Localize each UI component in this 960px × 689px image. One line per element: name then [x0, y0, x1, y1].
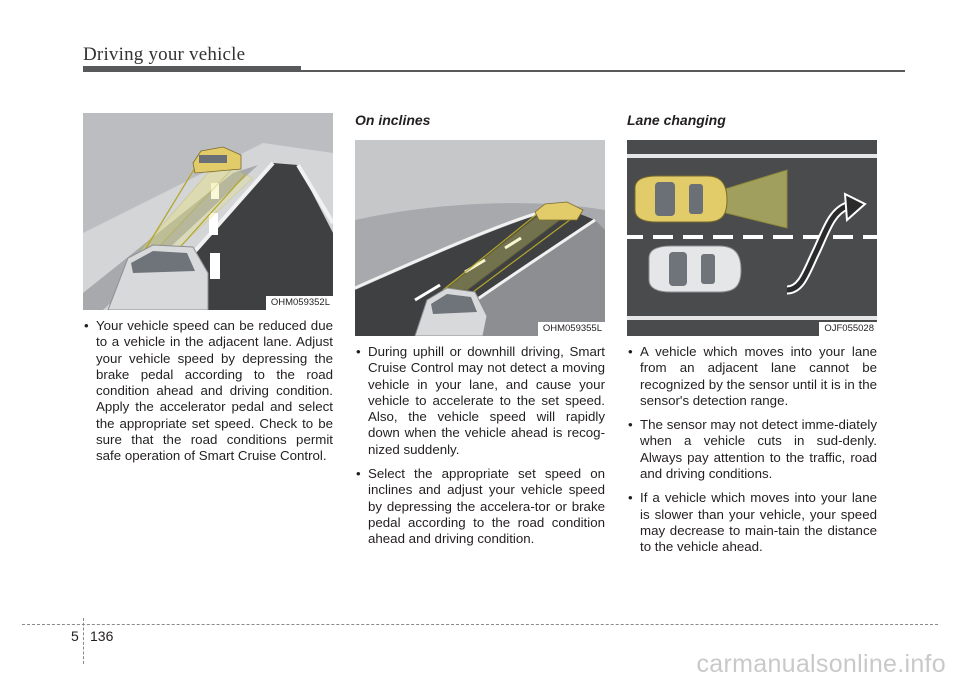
list-item: • Select the appropriate set speed on inclines and adjust your vehicle speed by depressing the accelera-tor or brake pedal according to the road condition ahead and driving condition. — [355, 466, 605, 547]
header-rule — [83, 70, 905, 72]
list-item: • A vehicle which moves into your lane from an adjacent lane cannot be recognized by the sensor until it is in the sensor's detection range. — [627, 344, 877, 409]
lane-change-illustration — [627, 140, 877, 336]
list-item: • During uphill or downhill driving, Smart Cruise Control may not detect a moving vehicle in your lane, and cause your vehicle to accelerate to the set speed. Also, the vehicle speed will rapidly down when the vehicle ahead is recog-nized suddenly. — [355, 344, 605, 458]
figure-code: OJF055028 — [819, 322, 877, 336]
adjacent-lane-notes — [83, 318, 333, 473]
lane-changing-notes — [627, 344, 877, 564]
section-title-inclines: On inclines — [355, 112, 431, 128]
list-item: • If a vehicle which moves into your lane is slower than your vehicle, your speed may decrease to main-tain the distance to the vehicle ahead. — [627, 490, 877, 555]
figure-lane-changing — [627, 140, 877, 336]
watermark: carmanualsonline.info — [696, 650, 946, 678]
adjacent-lane-illustration — [83, 113, 333, 310]
chapter-number: 5 — [71, 628, 79, 644]
section-title-lane-changing: Lane changing — [627, 112, 726, 128]
footer-rule — [22, 624, 938, 625]
figure-adjacent-lane — [83, 113, 333, 310]
page-number: 136 — [90, 628, 114, 644]
figure-inclines — [355, 140, 605, 336]
figure-code: OHM059355L — [538, 322, 605, 336]
incline-illustration — [355, 140, 605, 336]
list-item: • Your vehicle speed can be reduced due to a vehicle in the adjacent lane. Adjust your vehicle speed by depressing the brake pedal according to the road condition ahead and driving condition. Apply the accelerator pedal and select the appropriate set speed. Check to be sure that the road conditions permit safe operation of Smart Cruise Control. — [83, 318, 333, 465]
list-item: • The sensor may not detect imme-diately when a vehicle cuts in sud-denly. Always pay attention to the traffic, road and driving conditions. — [627, 417, 877, 482]
footer-divider — [83, 618, 84, 664]
figure-code: OHM059352L — [266, 296, 333, 310]
page-header-title: Driving your vehicle — [83, 44, 246, 65]
inclines-notes — [355, 344, 605, 556]
